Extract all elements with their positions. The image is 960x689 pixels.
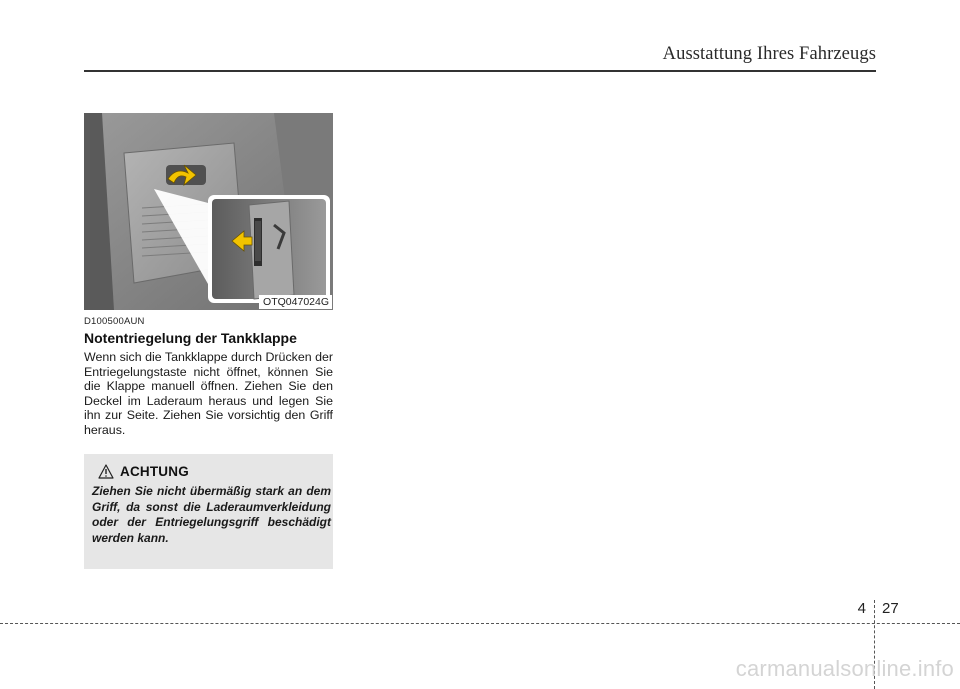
caution-box <box>84 454 333 569</box>
figure-photo <box>84 113 333 310</box>
footer-rule <box>0 623 960 624</box>
watermark: carmanualsonline.info <box>735 656 954 681</box>
caution-title: ACHTUNG <box>120 463 189 479</box>
section-id: D100500AUN <box>84 316 145 327</box>
header-rule <box>84 70 876 72</box>
section-body: Wenn sich die Tankklappe durch Drücken der Entriegelungstaste nicht öffnet, können Sie die Klappe manuell öffnen. Ziehen Sie den Deckel im Laderaum heraus und legen Sie ihn zur Seite. Ziehen Sie vorsichtig den Griff heraus. <box>84 350 333 437</box>
caution-header <box>98 462 189 480</box>
page-number: 27 <box>882 600 899 617</box>
chapter-number: 4 <box>857 600 866 617</box>
warning-triangle-icon <box>98 464 114 479</box>
caution-text: Ziehen Sie nicht übermäßig stark an dem Griff, da sonst die Laderaumverkleidung oder der Entriegelungsgriff beschädigt werden kann. <box>92 484 331 545</box>
chapter-title: Ausstattung Ihres Fahrzeugs <box>662 44 876 64</box>
section-heading: Notentriegelung der Tankklappe <box>84 330 297 346</box>
trunk-panel-illustration <box>84 113 333 310</box>
figure-code: OTQ047024G <box>259 295 332 309</box>
